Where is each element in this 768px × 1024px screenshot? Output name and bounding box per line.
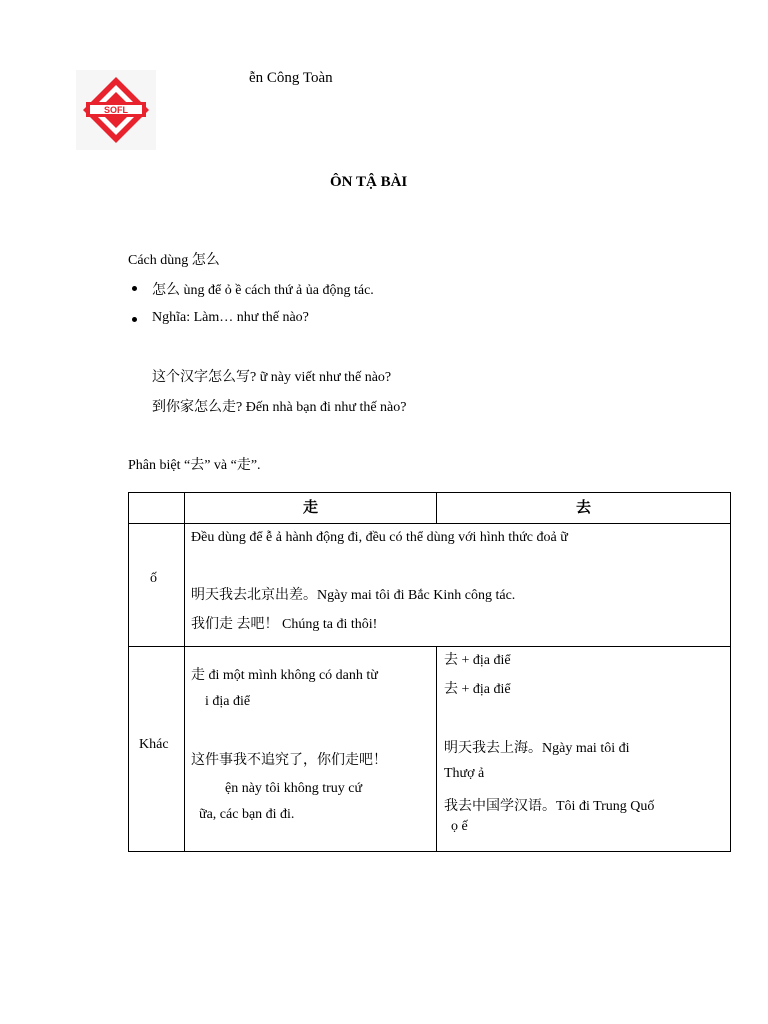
page-title: ÔN TẬ BÀI: [330, 174, 408, 190]
table-header-empty: [129, 493, 185, 524]
table-text-line: ọ ế: [451, 819, 468, 834]
table-text-line: 我们走 去吧！ Chúng ta đi thôi!: [191, 617, 378, 632]
table-text-line: 这件事我不追究了，你们走吧！: [191, 753, 387, 768]
bullet-icon: [132, 317, 137, 322]
table-text-line: ện này tôi không truy cứ: [225, 781, 363, 796]
table-text-line: 去 + địa điể: [444, 653, 511, 668]
table-text-line: Thượ ả: [444, 766, 485, 781]
bullet-item: Nghĩa: Làm… như thế nào?: [152, 310, 309, 325]
bullet-icon: [132, 286, 137, 291]
table-header-row: [129, 493, 731, 524]
section-heading-zenme: Cách dùng 怎么: [128, 253, 220, 268]
company-logo: [76, 70, 156, 150]
row-label-cell: [129, 647, 185, 852]
table-row: [129, 524, 731, 647]
row-label-same: ố: [150, 571, 157, 586]
example-sentence: 到你家怎么走? Đến nhà bạn đi như thế nào?: [152, 400, 407, 415]
table-row: [129, 647, 731, 852]
table-text-line: 去 + địa điể: [444, 682, 511, 697]
row-label-cell: [129, 524, 185, 647]
table-text-line: 走 đi một mình không có danh từ: [191, 668, 378, 683]
section-heading-compare: Phân biệt “去” và “走”.: [128, 458, 261, 473]
merged-cell: [185, 524, 731, 647]
table-header-qu: 去: [437, 493, 731, 524]
example-sentence: 这个汉字怎么写? ữ này viết như thế nào?: [152, 370, 392, 385]
table-text-line: 明天我去北京出差。Ngày mai tôi đi Bắc Kinh công tác.: [191, 588, 516, 603]
comparison-table: [128, 492, 731, 852]
author-name: ễn Công Toàn: [249, 70, 333, 86]
svg-text:SOFL: SOFL: [104, 105, 128, 115]
table-text-line: i địa điể: [205, 694, 251, 709]
table-text-line: Đều dùng để ễ ả hành động đi, đều có thể dùng với hình thức đoả ữ: [191, 530, 568, 545]
table-text-line: 明天我去上海。Ngày mai tôi đi: [444, 741, 630, 756]
qu-cell: [437, 647, 731, 852]
table-text-line: 我去中国学汉语。Tôi đi Trung Quố: [444, 799, 655, 814]
row-label-different: Khác: [139, 737, 169, 752]
bullet-item: 怎么 ùng để ỏ ề cách thứ ả ủa động tác.: [152, 283, 374, 298]
table-text-line: ữa, các bạn đi đi.: [199, 807, 295, 822]
zou-cell: [185, 647, 437, 852]
table-header-zou: 走: [185, 493, 437, 524]
